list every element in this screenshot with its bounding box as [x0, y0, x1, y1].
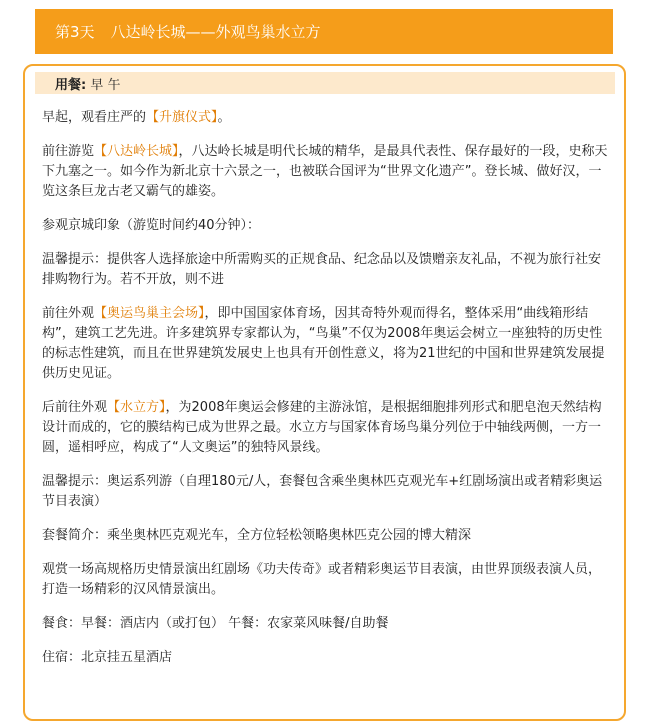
- day-title: 八达岭长城——外观鸟巢水立方: [110, 23, 321, 41]
- paragraph-olympic-tour-tip: 温馨提示：奥运系列游（自理180元/人，套餐包含乘坐奥林匹克观光车+红剧场演出或者精彩奥运节目表演）: [42, 474, 603, 509]
- paragraph-badaling: [42, 142, 612, 202]
- paragraph-birds-nest: [42, 304, 612, 384]
- highlight-birds-nest: 【奥运鸟巢主会场】: [94, 306, 205, 321]
- paragraph-visit-impression: 参观京城印象（游览时间约40分钟）：: [42, 218, 261, 233]
- paragraph-show: 观赏一场高规格历史情景演出红剧场《功夫传奇》或者精彩奥运节目表演，由世界顶级表演人员，打造一场精彩的汉风情景演出。: [42, 562, 602, 597]
- paragraph-shopping-tip: 温馨提示：提供客人选择旅途中所需购买的正规食品、纪念品以及馈赠亲友礼品，不视为旅行社安排购物行为。若不开放，则不进: [42, 252, 602, 287]
- meal-value: 早 午: [90, 77, 121, 93]
- highlight-flag-ceremony: 【升旗仪式】: [146, 110, 218, 125]
- day-header: [35, 9, 613, 54]
- paragraph-flag-ceremony: [42, 108, 612, 128]
- paragraph-package-intro: 套餐简介：乘坐奥林匹克观光车，全方位轻松领略奥林匹克公园的博大精深: [42, 528, 472, 543]
- paragraph-lodging: 住宿：北京挂五星酒店: [42, 650, 173, 665]
- text-segment: 早起，观看庄严的: [42, 110, 147, 125]
- day-number: 第3天: [55, 23, 95, 41]
- text-segment: 前往游览: [42, 144, 95, 159]
- text-segment: 前往外观: [42, 306, 95, 321]
- meal-label: 用餐:: [55, 77, 87, 93]
- itinerary-content: [42, 108, 612, 682]
- text-segment: 后前往外观: [42, 400, 108, 415]
- text-segment: ，八达岭长城是明代长城的精华，是最具代表性、保存最好的一段，史称天下九塞之一。如今作为新北京十六景之一，也被联合国评为“世界文化遗产”。登长城、做好汉，一览这条巨龙古老又霸气的雄姿。: [42, 144, 608, 199]
- text-segment: ，即中国国家体育场，因其奇特外观而得名，整体采用“曲线箱形结构”，建筑工艺先进。许多建筑界专家都认为，“鸟巢”不仅为2008年奥运会树立一座独特的历史性的标志性建筑，而且在世界建筑发展史上也具有开创性意义，将为21世纪的中国和世界建筑发展提供历史见证。: [42, 306, 605, 381]
- highlight-badaling: 【八达岭长城】: [94, 144, 179, 159]
- highlight-water-cube: 【水立方】: [107, 400, 166, 415]
- itinerary-card: [23, 64, 626, 721]
- text-segment: 。: [217, 110, 231, 125]
- paragraph-meals: 餐食：早餐：酒店内（或打包） 午餐：农家菜风味餐/自助餐: [42, 616, 389, 631]
- meal-bar: [35, 72, 615, 94]
- paragraph-water-cube: [42, 398, 612, 458]
- text-segment: ，为2008年奥运会修建的主游泳馆，是根据细胞排列形式和肥皂泡天然结构设计而成的，它的膜结构已成为世界之最。水立方与国家体育场鸟巢分列位于中轴线两侧，一方一圆，遥相呼应，构成了“人文奥运”的独特风景线。: [42, 400, 602, 455]
